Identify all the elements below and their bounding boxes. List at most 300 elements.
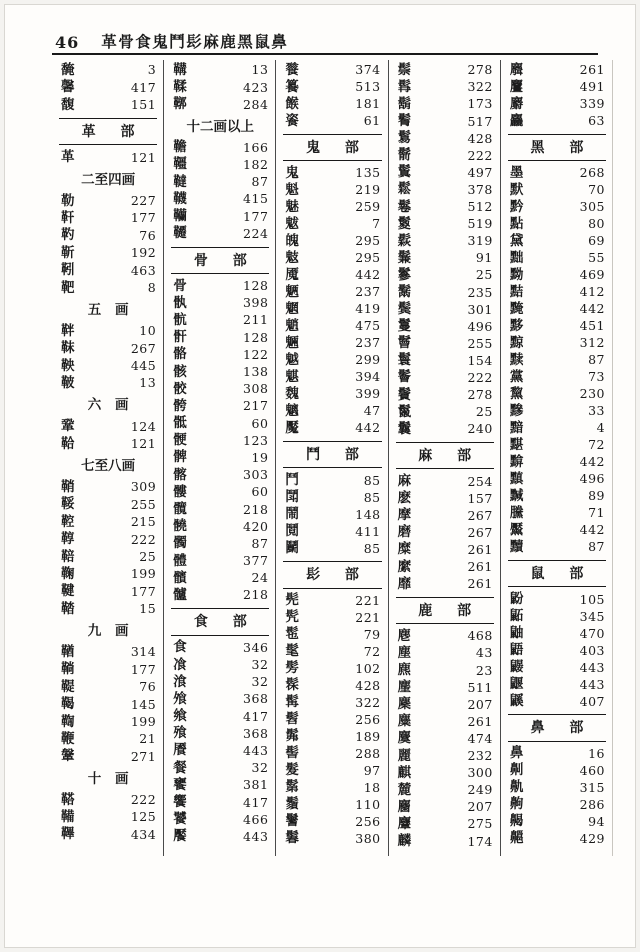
entry-page-number: 346 — [243, 639, 269, 655]
entry-page-number: 301 — [467, 301, 493, 317]
index-entry — [282, 814, 382, 831]
entry-character: 韆 — [173, 225, 187, 242]
entry-page-number: 420 — [243, 518, 269, 534]
index-entry — [507, 505, 607, 522]
entry-page-number: 255 — [467, 335, 493, 351]
entry-character: 餈 — [285, 112, 299, 129]
index-entry — [58, 375, 158, 392]
entry-page-number: 419 — [355, 301, 381, 317]
entry-character: 黛 — [509, 232, 524, 249]
entry-character: 食 — [173, 639, 187, 656]
entry-character: 麕 — [397, 798, 412, 815]
entry-page-number: 322 — [355, 694, 381, 710]
entry-character: 鼹 — [509, 659, 524, 676]
entry-page-number: 177 — [130, 661, 157, 677]
entry-character: 黥 — [509, 334, 524, 351]
index-entry — [170, 587, 270, 604]
entry-character: 鞅 — [61, 357, 75, 374]
entry-character: 鞝 — [61, 661, 75, 678]
entry-character: 鬚 — [285, 796, 299, 813]
index-entry — [170, 347, 270, 364]
index-entry — [395, 731, 495, 748]
entry-page-number: 261 — [467, 541, 493, 557]
index-entry — [58, 496, 158, 513]
entry-page-number: 261 — [467, 576, 493, 592]
index-entry — [170, 174, 270, 191]
stroke-count-subheader: 五 画 — [87, 301, 129, 318]
entry-character: 髣 — [285, 660, 299, 677]
index-column-2 — [163, 60, 275, 856]
entry-page-number: 443 — [579, 659, 606, 675]
entry-character: 鬥 — [285, 472, 299, 489]
radical-section-header: 鬼 部 — [283, 134, 381, 161]
entry-page-number: 21 — [139, 731, 157, 747]
entry-page-number: 443 — [243, 742, 269, 758]
entry-page-number: 491 — [579, 79, 606, 95]
index-entry — [282, 386, 382, 403]
index-entry — [395, 199, 495, 216]
index-entry — [395, 336, 495, 353]
entry-page-number: 87 — [251, 174, 269, 190]
radical-section-header: 髟 部 — [283, 561, 381, 588]
entry-page-number: 428 — [467, 130, 493, 146]
index-entry — [282, 318, 382, 335]
index-column-3 — [275, 60, 387, 856]
index-entry — [58, 531, 158, 548]
entry-page-number: 122 — [243, 346, 269, 362]
entry-page-number: 157 — [467, 490, 493, 506]
index-entry — [170, 79, 270, 96]
entry-page-number: 460 — [579, 762, 606, 778]
entry-character: 磨 — [397, 524, 412, 541]
entry-page-number: 256 — [355, 813, 381, 829]
entry-page-number: 218 — [243, 587, 269, 603]
entry-character: 靷 — [61, 262, 75, 279]
entry-page-number: 368 — [243, 725, 269, 741]
entry-page-number: 24 — [251, 570, 269, 586]
entry-character: 髕 — [173, 569, 187, 586]
entry-character: 麤 — [509, 112, 524, 129]
index-entry — [507, 79, 607, 96]
index-column-4 — [388, 60, 500, 856]
entry-page-number: 10 — [139, 323, 157, 339]
entry-page-number: 85 — [363, 489, 381, 505]
entry-page-number: 235 — [467, 284, 493, 300]
entry-page-number: 315 — [579, 779, 606, 795]
entry-character: 鞖 — [61, 496, 75, 513]
entry-page-number: 221 — [355, 609, 381, 625]
index-entry — [395, 628, 495, 645]
entry-character: 髗 — [173, 586, 187, 603]
index-entry — [507, 831, 607, 848]
entry-page-number: 121 — [130, 436, 157, 452]
index-entry — [170, 725, 270, 742]
index-entry — [395, 267, 495, 284]
entry-page-number: 60 — [251, 415, 269, 431]
index-entry — [507, 318, 607, 335]
entry-character: 麠 — [509, 78, 524, 95]
stroke-count-subheader: 九 画 — [87, 623, 129, 640]
entry-page-number: 87 — [251, 535, 269, 551]
entry-character: 鬒 — [397, 164, 412, 181]
entry-character: 饜 — [173, 828, 187, 845]
entry-page-number: 110 — [355, 796, 381, 812]
entry-page-number: 255 — [130, 496, 157, 512]
entry-page-number: 8 — [147, 280, 157, 296]
index-entry — [507, 693, 607, 710]
radical-section-header: 鼠 部 — [508, 560, 606, 587]
entry-character: 黟 — [509, 317, 524, 334]
entry-character: 靽 — [61, 322, 75, 339]
entry-character: 鬀 — [285, 779, 299, 796]
entry-page-number: 312 — [579, 335, 606, 351]
entry-character: 黮 — [509, 436, 524, 453]
index-entry — [170, 811, 270, 828]
index-entry — [507, 233, 607, 250]
entry-character: 麓 — [397, 781, 412, 798]
entry-character: 髦 — [285, 643, 299, 660]
index-entry — [507, 62, 607, 79]
entry-page-number: 240 — [467, 421, 493, 437]
entry-character: 黯 — [509, 419, 524, 436]
entry-page-number: 177 — [130, 210, 157, 226]
entry-character: 餱 — [285, 95, 299, 112]
entry-page-number: 278 — [467, 62, 493, 78]
radical-list: 革骨食鬼鬥髟麻鹿黑鼠鼻 — [101, 33, 289, 51]
index-entry — [170, 674, 270, 691]
index-entry — [170, 329, 270, 346]
index-column-1 — [52, 60, 163, 856]
entry-page-number: 85 — [363, 540, 381, 556]
entry-page-number: 87 — [588, 539, 606, 555]
index-entry — [282, 369, 382, 386]
entry-page-number: 73 — [588, 369, 606, 385]
entry-page-number: 47 — [363, 403, 381, 419]
entry-page-number: 215 — [130, 514, 157, 530]
index-entry — [507, 352, 607, 369]
entry-page-number: 299 — [355, 352, 381, 368]
entry-page-number: 97 — [363, 762, 381, 778]
entry-character: 鞸 — [61, 826, 75, 843]
index-entry — [282, 267, 382, 284]
index-entry — [282, 593, 382, 610]
index-entry — [58, 79, 158, 96]
entry-page-number: 33 — [588, 403, 606, 419]
index-entry — [395, 318, 495, 335]
entry-page-number: 71 — [588, 505, 606, 521]
index-entry — [395, 113, 495, 130]
entry-character: 靶 — [61, 279, 75, 296]
index-entry — [58, 661, 158, 678]
entry-page-number: 221 — [355, 592, 381, 608]
entry-page-number: 151 — [130, 97, 157, 113]
entry-page-number: 123 — [243, 432, 269, 448]
entry-character: 髴 — [285, 728, 299, 745]
index-entry — [395, 421, 495, 438]
entry-character: 魑 — [285, 402, 299, 419]
entry-character: 骸 — [173, 363, 187, 380]
entry-character: 靮 — [61, 227, 75, 244]
entry-page-number: 497 — [467, 164, 493, 180]
entry-character: 鬐 — [285, 813, 299, 830]
entry-page-number: 105 — [579, 591, 606, 607]
radical-section-header: 鼻 部 — [508, 714, 606, 741]
entry-character: 韊 — [173, 208, 187, 225]
entry-page-number: 145 — [130, 696, 157, 712]
entry-page-number: 377 — [243, 553, 269, 569]
index-entry — [395, 250, 495, 267]
entry-page-number: 470 — [579, 625, 606, 641]
entry-character: 鞏 — [61, 418, 75, 435]
entry-character: 鞧 — [61, 643, 75, 660]
entry-page-number: 249 — [467, 782, 493, 798]
entry-character: 麌 — [397, 730, 412, 747]
entry-page-number: 511 — [467, 679, 493, 695]
entry-character: 鬟 — [397, 352, 412, 369]
entry-page-number: 87 — [588, 352, 606, 368]
index-entry — [507, 182, 607, 199]
index-entry — [507, 301, 607, 318]
entry-page-number: 181 — [355, 96, 381, 112]
entry-page-number: 322 — [467, 79, 493, 95]
entry-character: 鬘 — [397, 318, 412, 335]
index-entry — [282, 284, 382, 301]
entry-page-number: 135 — [355, 165, 381, 181]
entry-character: 點 — [509, 215, 524, 232]
entry-character: 髯 — [285, 694, 299, 711]
entry-page-number: 445 — [130, 358, 157, 374]
entry-page-number: 275 — [467, 816, 493, 832]
index-entry — [395, 765, 495, 782]
entry-character: 麛 — [509, 61, 524, 78]
index-entry — [170, 450, 270, 467]
index-entry — [507, 284, 607, 301]
stroke-count-subheader: 二至四画 — [81, 171, 136, 188]
entry-page-number: 261 — [579, 62, 606, 78]
entry-character: 鞘 — [61, 478, 75, 495]
entry-character: 鬈 — [397, 198, 412, 215]
entry-page-number: 254 — [467, 473, 493, 489]
entry-character: 麞 — [397, 815, 412, 832]
entry-character: 鞣 — [173, 79, 187, 96]
entry-page-number: 496 — [579, 471, 606, 487]
index-entry — [282, 165, 382, 182]
entry-character: 飱 — [173, 725, 187, 742]
index-entry — [507, 797, 607, 814]
radical-section-header: 黑 部 — [508, 134, 606, 161]
entry-character: 鬠 — [397, 369, 412, 386]
entry-character: 鞟 — [61, 531, 75, 548]
index-entry — [170, 691, 270, 708]
index-entry — [58, 358, 158, 375]
radical-section-header: 骨 部 — [171, 247, 269, 274]
entry-character: 魃 — [285, 215, 299, 232]
index-entry — [282, 489, 382, 506]
entry-page-number: 189 — [355, 728, 381, 744]
index-entry — [395, 182, 495, 199]
entry-page-number: 218 — [243, 501, 269, 517]
entry-character: 髂 — [173, 466, 187, 483]
index-entry — [170, 432, 270, 449]
entry-character: 髻 — [285, 745, 299, 762]
entry-character: 魌 — [285, 368, 299, 385]
stroke-count-subheader: 六 画 — [87, 397, 129, 414]
entry-page-number: 442 — [579, 454, 606, 470]
entry-character: 鬉 — [397, 215, 412, 232]
entry-character: 墨 — [509, 164, 524, 181]
entry-character: 鼫 — [509, 608, 524, 625]
index-entry — [58, 696, 158, 713]
index-entry — [58, 262, 158, 279]
radical-section-header: 鹿 部 — [396, 597, 494, 624]
index-entry — [282, 780, 382, 797]
index-entry — [507, 267, 607, 284]
entry-character: 鬋 — [397, 147, 412, 164]
entry-page-number: 43 — [475, 645, 493, 661]
entry-page-number: 177 — [130, 583, 157, 599]
entry-page-number: 278 — [467, 387, 493, 403]
index-entry — [282, 216, 382, 233]
index-entry — [282, 644, 382, 661]
entry-page-number: 268 — [579, 165, 606, 181]
entry-character: 魍 — [285, 300, 299, 317]
index-entry — [507, 539, 607, 556]
index-entry — [170, 278, 270, 295]
entry-page-number: 284 — [243, 96, 269, 112]
entry-character: 鞴 — [61, 808, 75, 825]
entry-character: 髡 — [285, 592, 299, 609]
index-entry — [170, 518, 270, 535]
index-column-5 — [500, 60, 612, 856]
entry-character: 鬤 — [397, 420, 412, 437]
entry-page-number: 339 — [579, 96, 606, 112]
entry-character: 鬩 — [285, 523, 299, 540]
entry-character: 鞨 — [61, 696, 75, 713]
entry-character: 鬍 — [397, 95, 412, 112]
entry-page-number: 211 — [243, 312, 269, 328]
entry-character: 鬓 — [397, 301, 412, 318]
page-number: 46 — [55, 33, 80, 52]
entry-character: 髮 — [285, 762, 299, 779]
entry-character: 麻 — [397, 473, 412, 490]
index-entry — [395, 576, 495, 593]
entry-character: 骯 — [173, 311, 187, 328]
entry-page-number: 19 — [251, 449, 269, 465]
radical-section-header: 鬥 部 — [283, 441, 381, 468]
index-entry — [282, 352, 382, 369]
index-entry — [58, 323, 158, 340]
entry-character: 靳 — [61, 244, 75, 261]
entry-character: 鬆 — [397, 181, 412, 198]
radical-section-header: 麻 部 — [396, 442, 494, 469]
entry-page-number: 192 — [130, 245, 157, 261]
index-entry — [395, 130, 495, 147]
entry-character: 髖 — [173, 501, 187, 518]
index-entry — [395, 662, 495, 679]
entry-page-number: 417 — [243, 708, 269, 724]
index-entry — [282, 96, 382, 113]
entry-character: 餍 — [173, 742, 187, 759]
entry-character: 餮 — [285, 61, 299, 78]
entry-page-number: 381 — [243, 777, 269, 793]
index-entry — [170, 191, 270, 208]
entry-page-number: 55 — [588, 250, 606, 266]
index-entry — [507, 165, 607, 182]
entry-character: 饕 — [173, 811, 187, 828]
entry-character: 劓 — [509, 762, 524, 779]
index-entry — [507, 676, 607, 693]
index-entry — [395, 833, 495, 850]
entry-page-number: 32 — [251, 657, 269, 673]
entry-page-number: 94 — [588, 813, 606, 829]
index-entry — [170, 312, 270, 329]
index-entry — [58, 549, 158, 566]
entry-character: 麟 — [397, 833, 412, 850]
index-entry — [395, 353, 495, 370]
entry-character: 齆 — [509, 830, 524, 847]
index-entry — [395, 216, 495, 233]
index-entry — [395, 816, 495, 833]
entry-character: 髏 — [173, 483, 187, 500]
entry-character: 髠 — [285, 609, 299, 626]
entry-page-number: 368 — [243, 691, 269, 707]
index-entry — [170, 829, 270, 846]
entry-character: 髐 — [173, 518, 187, 535]
entry-character: 麗 — [397, 747, 412, 764]
index-entry — [58, 731, 158, 748]
entry-page-number: 300 — [467, 765, 493, 781]
entry-page-number: 443 — [243, 828, 269, 844]
entry-page-number: 16 — [588, 745, 606, 761]
entry-character: 靬 — [61, 209, 75, 226]
index-entry — [282, 695, 382, 712]
index-entry — [58, 479, 158, 496]
entry-page-number: 394 — [355, 369, 381, 385]
entry-character: 鞛 — [61, 548, 75, 565]
entry-character: 鞮 — [61, 678, 75, 695]
entry-character: 鬏 — [397, 232, 412, 249]
entry-character: 黱 — [509, 504, 524, 521]
entry-page-number: 412 — [579, 284, 606, 300]
entry-page-number: 72 — [363, 643, 381, 659]
index-entry — [395, 782, 495, 799]
entry-page-number: 442 — [355, 267, 381, 283]
entry-page-number: 261 — [467, 559, 493, 575]
entry-page-number: 4 — [596, 420, 606, 436]
entry-character: 餐 — [173, 759, 187, 776]
index-entry — [507, 113, 607, 130]
index-entry — [58, 436, 158, 453]
entry-page-number: 227 — [130, 193, 157, 209]
entry-page-number: 7 — [372, 216, 381, 232]
entry-character: 鼷 — [509, 693, 524, 710]
entry-character: 靺 — [61, 340, 75, 357]
entry-character: 馥 — [61, 96, 75, 113]
entry-page-number: 309 — [130, 479, 157, 495]
entry-page-number: 466 — [243, 811, 269, 827]
entry-character: 黲 — [509, 402, 524, 419]
entry-page-number: 398 — [243, 295, 269, 311]
entry-page-number: 442 — [579, 522, 606, 538]
entry-page-number: 128 — [243, 329, 269, 345]
entry-page-number: 417 — [243, 794, 269, 810]
entry-character: 骼 — [173, 346, 187, 363]
entry-page-number: 237 — [355, 335, 381, 351]
index-entry — [507, 625, 607, 642]
entry-page-number: 380 — [355, 830, 381, 846]
entry-page-number: 407 — [579, 693, 606, 709]
index-entry — [170, 364, 270, 381]
